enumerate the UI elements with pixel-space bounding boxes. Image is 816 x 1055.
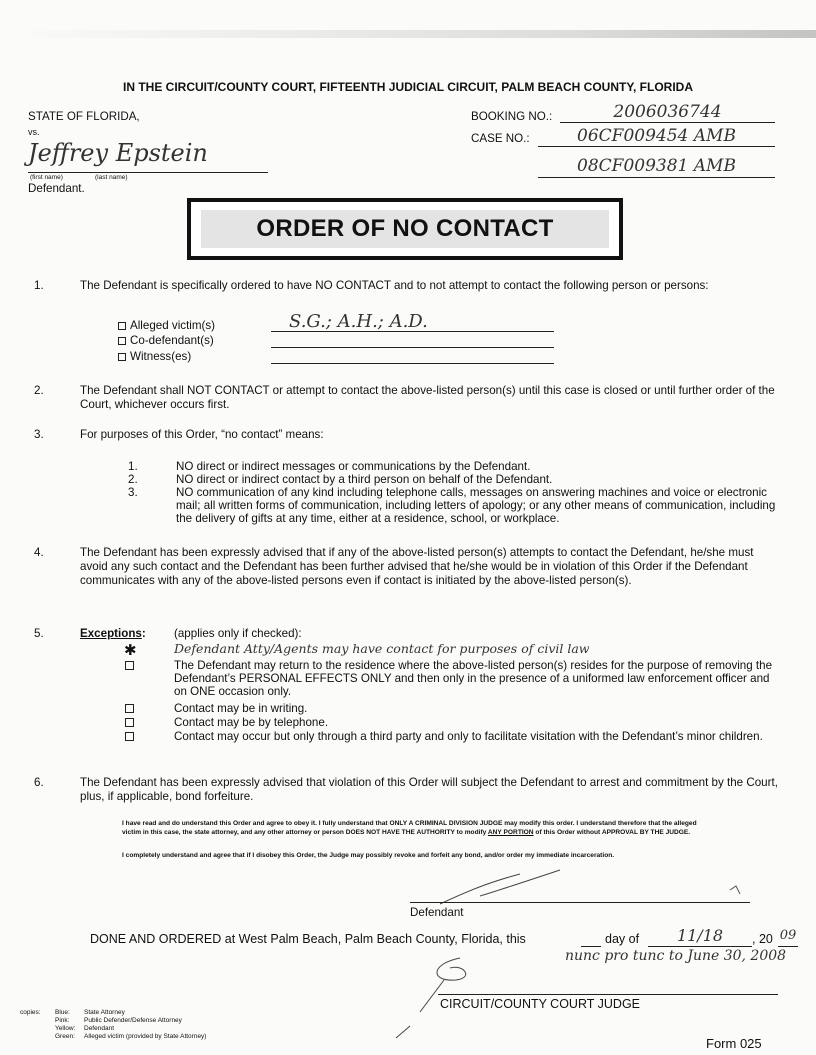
case-label: CASE NO.: (471, 132, 530, 145)
last-name-label: (last name) (95, 174, 128, 181)
copy-row: Green: Alleged victim (provided by State Attorney) (55, 1033, 207, 1040)
any-portion-underlined: ANY PORTION (487, 828, 534, 836)
defendant-signature-line[interactable] (410, 890, 750, 903)
p3-item-1-text: NO direct or indirect messages or communications by the Defendant. (176, 460, 531, 473)
booking-number: 2006036744 (560, 102, 775, 123)
p5-number: 5. (34, 627, 44, 640)
acknowledgment-paragraph-2: I completely understand and agree that if I disobey this Order, the Judge may possibly revoke and forfeit any bond, and/or order my immediate incarceration. (122, 852, 615, 859)
p2-text: The Defendant shall NOT CONTACT or attempt to contact the above-listed person(s) until this case is closed or until further order of the Court, whichever occurs first. (80, 384, 775, 411)
alleged-victims-checkbox[interactable] (118, 322, 126, 330)
form-number: Form 025 (706, 1036, 762, 1051)
p6-text: The Defendant has been expressly advised that violation of this Order will subject the Defendant to arrest and commitment by the Court, plus, if applicable, bond forfeiture. (80, 776, 778, 803)
p3-item-2-text: NO direct or indirect contact by a third person on behalf of the Defendant. (176, 473, 553, 486)
p1-text: The Defendant is specifically ordered to have NO CONTACT and to not attempt to contact the following person or persons: (80, 279, 709, 292)
exception-writing-checkbox[interactable] (125, 704, 134, 713)
nunc-pro-tunc-note: nunc pro tunc to June 30, 2008 (565, 948, 787, 964)
co-defendants-label: Co-defendant(s) (130, 334, 214, 347)
option-witnesses (118, 350, 191, 363)
p1-number: 1. (34, 279, 44, 292)
p3-item-1-number: 1. (128, 460, 138, 473)
exception-writing-text: Contact may be in writing. (174, 702, 308, 715)
exception-telephone-text: Contact may be by telephone. (174, 716, 329, 729)
year-prefix: , 20 (752, 932, 773, 946)
p3-item-2-number: 2. (128, 473, 138, 486)
defendant-signature-scribble (410, 860, 750, 912)
p2-number: 2. (34, 384, 44, 397)
alleged-victims-label: Alleged victim(s) (130, 319, 216, 332)
p3-item-3-number: 3. (128, 486, 138, 499)
exception-third-party-checkbox[interactable] (125, 732, 134, 741)
defendant-name-signature: Jeffrey Epstein (28, 134, 268, 173)
order-title: ORDER OF NO CONTACT (201, 210, 609, 248)
co-defendants-checkbox[interactable] (118, 337, 126, 345)
order-title-box (187, 198, 623, 260)
exception-personal-effects-checkbox[interactable] (125, 661, 134, 670)
exceptions-note: (applies only if checked): (174, 627, 302, 640)
exception-personal-effects-text: The Defendant may return to the residence where the above-listed person(s) resides for the purpose of removing the Defendant’s PERSONAL EFFECTS ONLY and then only in the presence of a uniformed law enforcement officer and on ONE occasion only. (174, 659, 773, 698)
alleged-victims-value: S.G.; A.H.; A.D. (271, 312, 554, 332)
ordered-year: 09 (778, 926, 798, 947)
p3-text: For purposes of this Order, “no contact” means: (80, 428, 324, 441)
p4-number: 4. (34, 546, 44, 559)
exceptions-colon: : (141, 627, 146, 640)
exceptions-label: Exceptions (80, 627, 142, 640)
day-blank[interactable] (581, 932, 601, 947)
ordered-date: 11/18 (648, 926, 752, 947)
judge-label: CIRCUIT/COUNTY COURT JUDGE (440, 997, 641, 1011)
copy-row: Blue: State Attorney (55, 1009, 125, 1016)
vs-label: vs. (28, 127, 40, 137)
day-of-text: day of (605, 932, 640, 946)
p6-number: 6. (34, 776, 44, 789)
witnesses-label: Witness(es) (130, 350, 192, 363)
option-co-defendants (118, 334, 214, 347)
witnesses-value (271, 351, 554, 364)
defendant-signature-label: Defendant (410, 906, 464, 919)
copy-row: Yellow: Defendant (55, 1025, 114, 1032)
copy-row: Pink: Public Defender/Defense Attorney (55, 1017, 182, 1024)
co-defendants-value (271, 335, 554, 348)
judge-signature-line[interactable] (438, 982, 778, 995)
witnesses-checkbox[interactable] (118, 353, 126, 361)
exception-third-party-text: Contact may occur but only through a third party and only to facilitate visitation with the Defendant’s minor children. (174, 730, 763, 743)
p4-text: The Defendant has been expressly advised that if any of the above-listed person(s) attempts to contact the Defendant, he/she must avoid any such contact and the Defendant has been further advised that he/she would be in violation of this Order if the Defendant communicates with any of the above-listed persons even if contact is initiated by the above-listed person(s). (80, 546, 754, 587)
defendant-label: Defendant. (28, 182, 85, 195)
acknowledgment-paragraph-1: I have read and do understand this Order and agree to obey it. I fully understand that ONLY A CRIMINAL DIVISION JUDGE may modify this order. I understand therefore that the alleged victim in this case, the state attorney, and any other attorney or person DOES NOT HAVE THE AUTHORITY to modify ANY PORTION of this Order without APPROVAL BY THE JUDGE. (122, 820, 697, 836)
done-and-ordered-text: DONE AND ORDERED at West Palm Beach, Palm Beach County, Florida, this (90, 932, 526, 946)
scan-artifact-strip (0, 30, 816, 38)
p3-item-3-text: NO communication of any kind including telephone calls, messages on answering machines and voice or electronic mail; all written forms of communication, including letters of apology; or any other means of communication, including the delivery of gifts at any time, either at a residence, school, or workplace. (176, 486, 776, 525)
first-name-label: (first name) (30, 174, 63, 181)
copies-label: copies: (20, 1009, 41, 1016)
exception-asterisk-mark: ✱ (124, 642, 137, 659)
booking-label: BOOKING NO.: (471, 110, 553, 123)
case-number-second: 08CF009381 AMB (538, 155, 775, 178)
court-header: IN THE CIRCUIT/COUNTY COURT, FIFTEENTH JUDICIAL CIRCUIT, PALM BEACH COUNTY, FLORIDA (123, 80, 693, 94)
p3-number: 3. (34, 428, 44, 441)
judge-signature-scribble (390, 950, 500, 1040)
state-of-florida: STATE OF FLORIDA, (28, 110, 140, 123)
exception-telephone-checkbox[interactable] (125, 718, 134, 727)
option-alleged-victims (118, 319, 215, 332)
case-number: 06CF009454 AMB (538, 126, 775, 147)
copies-distribution (55, 1009, 206, 1041)
exception-handwritten-note: Defendant Atty/Agents may have contact for purposes of civil law (174, 641, 590, 656)
exceptions-heading (80, 627, 146, 640)
